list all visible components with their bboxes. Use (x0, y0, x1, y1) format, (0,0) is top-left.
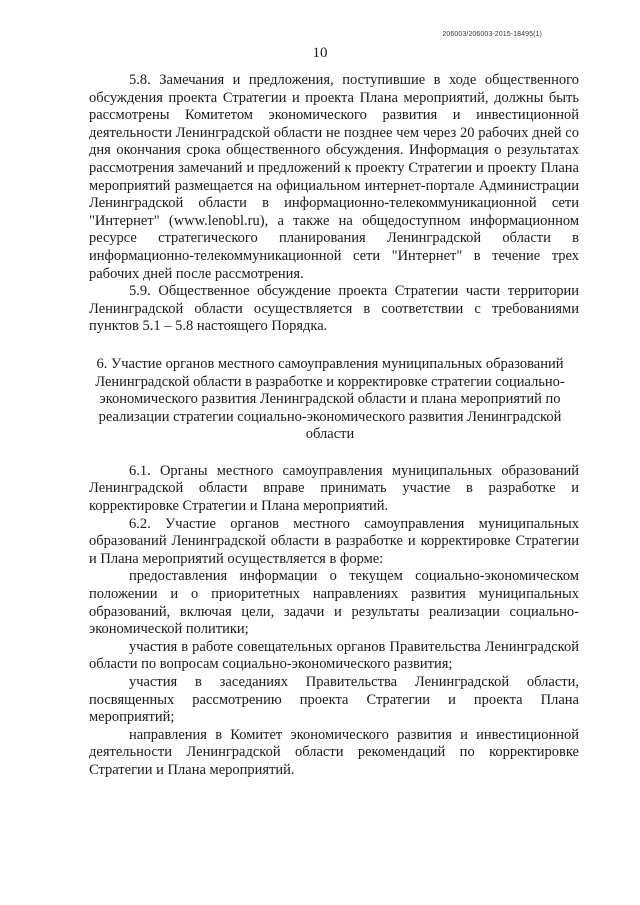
document-id: 206003/206003-2015-18495(1) (442, 31, 542, 38)
document-body (89, 72, 579, 780)
list-item-advisory-bodies: участия в работе совещательных органов Правительства Ленинградской области по вопросам социально-экономического развития; (89, 638, 579, 673)
page-number: 10 (312, 45, 328, 61)
paragraph-5-8: 5.8. Замечания и предложения, поступившие в ходе общественного обсуждения проекта Стратегии и проекта Плана мероприятий, должны быть рассмотрены Комитетом экономического развития и инвестиционной деятельности Ленинградской области не позднее чем через 20 рабочих дней со дня окончания срока общественного обсуждения. Информация о результатах рассмотрения замечаний и предложений к проекту Стратегии и проекту Плана мероприятий размещается на официальном интернет-портале Администрации Ленинградской области в информационно-телекоммуникационной сети "Интернет" (www.lenobl.ru), а также на общедоступном информационном ресурсе стратегического планирования Ленинградской области в информационно-телекоммуникационной сети "Интернет" в течение трех рабочих дней после рассмотрения. (89, 72, 579, 282)
paragraph-5-9: 5.9. Общественное обсуждение проекта Стратегии части территории Ленинградской области осуществляется в соответствии с требованиями пунктов 5.1 – 5.8 настоящего Порядка. (89, 283, 579, 335)
section-6-heading: 6. Участие органов местного самоуправления муниципальных образований Ленинградской области в разработке и корректировке стратегии социально-экономического развития Ленинградской области и плана мероприятий по реализации стратегии социально-экономического развития Ленинградской области (95, 355, 565, 443)
paragraph-6-1: 6.1. Органы местного самоуправления муниципальных образований Ленинградской области вправе принимать участие в разработке и корректировке Стратегии и Плана мероприятий. (89, 462, 579, 515)
list-item-government-meetings: участия в заседаниях Правительства Ленинградской области, посвященных рассмотрению проекта Стратегии и проекта Плана мероприятий; (89, 674, 579, 726)
paragraph-6-2: 6.2. Участие органов местного самоуправления муниципальных образований Ленинградской области в разработке и корректировке Стратегии и Плана мероприятий осуществляется в форме: (89, 515, 579, 567)
list-item-recommendations: направления в Комитет экономического развития и инвестиционной деятельности Ленинградской области рекомендаций по корректировке Стратегии и Плана мероприятий. (89, 726, 579, 778)
list-item-information: предоставления информации о текущем социально-экономическом положении и о приоритетных направлениях развития муниципальных образований, включая цели, задачи и результаты реализации социально-экономической политики; (89, 568, 579, 638)
